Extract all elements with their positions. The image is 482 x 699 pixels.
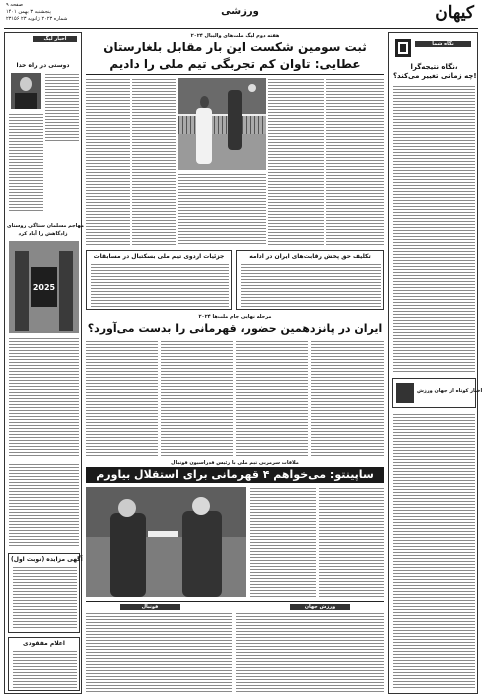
mid-kicker: مرحله نهایی جام ملت‌ها ۲۰۲۴	[198, 314, 272, 320]
bottom-section-left	[86, 612, 232, 694]
caption-title-1: مهاجم مسلمان ستاگی روستای	[7, 223, 84, 229]
center-col-4	[326, 78, 384, 246]
center-col-1	[86, 78, 130, 246]
left-column	[4, 32, 82, 694]
right-news-items	[393, 413, 475, 689]
mid-box-right-title: تکلیف حق پخش رقابت‌های ایران در ادامه	[249, 253, 371, 260]
left-article-3	[9, 463, 79, 548]
shirt-number: 2025	[32, 283, 56, 292]
right-title-line1: نگاه نتیجه‌گرا،	[410, 63, 458, 71]
player-shirt-photo	[9, 241, 79, 333]
bottom-headline: ساپینتو: می‌خواهم ۴ قهرمانی برای استقلال بیاورم	[86, 467, 384, 483]
newspaper-logo: کیهان	[435, 3, 474, 23]
masthead	[0, 0, 482, 30]
right-column	[388, 32, 482, 694]
mid-box-right	[236, 250, 384, 310]
short-news-icon	[396, 383, 414, 403]
mid-box-left	[86, 250, 232, 310]
date-line: پنجشنبه ۳ بهمن ۱۴۰۱	[6, 9, 51, 15]
bottom-kicker: ملاقات سرمربی تیم ملی با رئیس فدراسیون فوتبال	[171, 460, 299, 466]
photo-caption-text	[178, 173, 266, 246]
issue-line: ۲۳۱۵۶ شماره ۲۰۲۳ ژانویه ۲۳	[6, 16, 68, 22]
volleyball-photo	[178, 78, 266, 170]
caption-title-2: زادگاهش را آباد کرد	[18, 231, 68, 237]
page-number: صفحه ۹	[6, 2, 23, 8]
left-article-1	[9, 113, 43, 213]
right-title-line2: چه زمانی تغییر می‌کند؟!	[393, 72, 477, 80]
bottom-col-2	[319, 487, 384, 597]
right-column-tag: نگاه شما	[415, 41, 471, 47]
mid-box-right-text	[241, 263, 381, 307]
mid-headline: ایران در پانزدهمین حضور، قهرمانی را بدست می‌آورد؟	[87, 322, 383, 335]
memorial-title: دوستی در راه خدا	[16, 62, 70, 69]
section-title: ورزشی	[221, 6, 259, 17]
right-article-text	[393, 85, 475, 373]
coach-photo	[86, 487, 246, 597]
mid-box-left-text	[91, 263, 229, 307]
top-kicker: هفته دوم لیگ ملت‌های والیبال ۲۰۲۴	[190, 33, 280, 39]
bottom-rule	[86, 601, 384, 602]
portrait-photo	[11, 73, 41, 109]
opinion-icon	[395, 39, 411, 57]
bottom-section-right	[236, 612, 384, 694]
mid-col-1	[86, 340, 158, 456]
headline-rule	[86, 74, 384, 75]
bottom-sub-right: ورزش جهان	[290, 604, 350, 610]
ad-box-1	[8, 553, 83, 633]
short-news-title: اخبار کوتاه از جهان ورزش	[417, 388, 482, 394]
center-col-2	[132, 78, 176, 246]
ad-box-2	[8, 637, 80, 691]
center-col-3	[268, 78, 324, 246]
main-headline: ثبت سومین شکست این بار مقابل بلغارستان	[103, 40, 367, 54]
mid-col-4	[311, 340, 384, 456]
ad-title-2: اعلام مفقودی	[23, 640, 65, 647]
main-subheadline: عطایی: تاوان کم تجربگی تیم ملی را دادیم	[109, 57, 361, 71]
ad-text-2	[13, 650, 77, 688]
mid-col-2	[161, 340, 233, 456]
memorial-text	[45, 73, 79, 143]
left-article-2	[9, 337, 79, 457]
bottom-sub-left: فوتبال	[120, 604, 180, 610]
short-news-box	[392, 378, 482, 408]
ad-text-1	[13, 566, 77, 628]
ad-title-1: آگهی مزایده (نوبت اول)	[11, 556, 83, 563]
left-column-tag: اخبار لیگ	[33, 36, 77, 42]
mid-box-left-title: جزئیات اردوی تیم ملی بسکتبال در مسابقات	[93, 253, 225, 260]
bottom-col-1	[250, 487, 316, 597]
masthead-rule	[4, 28, 478, 29]
mid-col-3	[236, 340, 308, 456]
